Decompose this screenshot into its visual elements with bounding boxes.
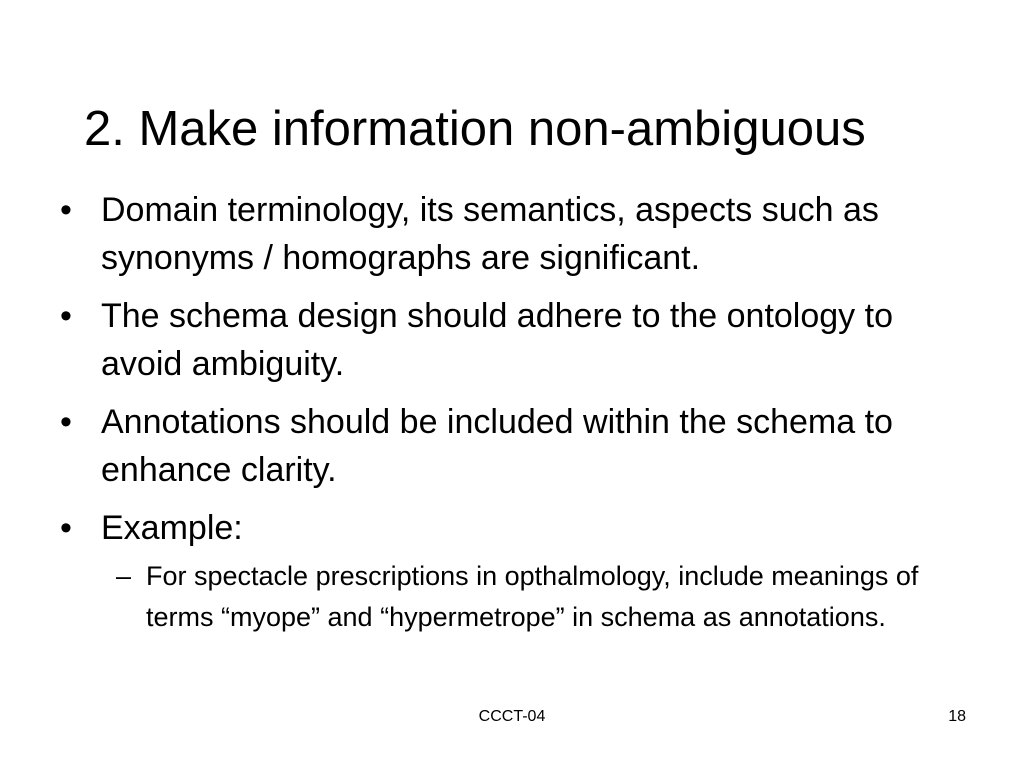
bullet-item [0,292,1024,388]
bullet-text: Annotations should be included within the schema to enhance clarity. [101,403,893,489]
bullet-text: Domain terminology, its semantics, aspects such as synonyms / homographs are significant. [101,191,879,277]
bullet-marker: • [60,191,72,229]
bullet-item [0,398,1024,494]
sub-bullet-item [0,556,1024,638]
bullet-marker: • [60,297,72,335]
sub-bullet-text: For spectacle prescriptions in opthalmology, include meanings of terms “myope” and “hypermetrope” in schema as annotations. [146,561,919,632]
bullet-marker: • [60,403,72,441]
sub-bullet-list [0,556,1024,638]
bullet-list [0,186,1024,648]
sub-bullet-marker: – [116,561,132,591]
bullet-item [0,504,1024,638]
bullet-text: Example: [101,509,243,547]
bullet-text: The schema design should adhere to the ontology to avoid ambiguity. [101,297,893,383]
bullet-marker: • [60,509,72,547]
footer-label: CCCT-04 [478,708,546,725]
bullet-item [0,186,1024,282]
page-number: 18 [948,708,966,725]
slide-title: 2. Make information non-ambiguous [84,101,866,156]
